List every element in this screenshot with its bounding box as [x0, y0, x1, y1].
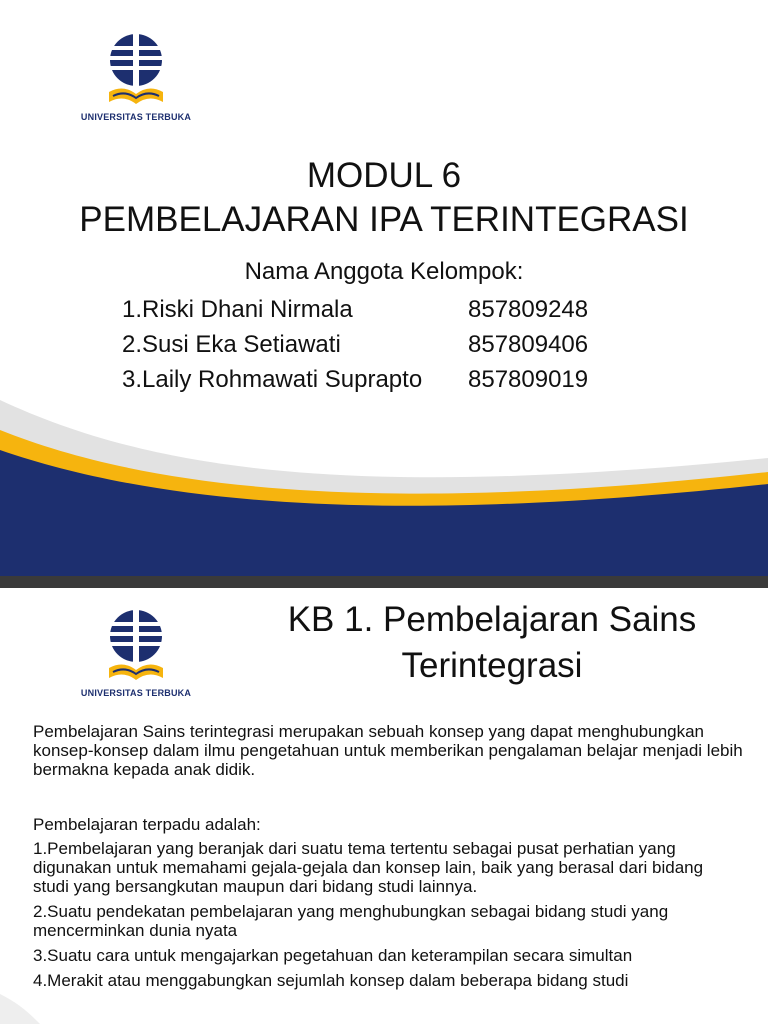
logo-text: UNIVERSITAS TERBUKA	[80, 112, 192, 122]
member-name: 3.Laily Rohmawati Suprapto	[122, 366, 423, 393]
member-row	[122, 327, 642, 362]
member-id: 857809248	[468, 296, 589, 323]
universitas-terbuka-logo	[76, 606, 196, 698]
list-heading: Pembelajaran terpadu adalah:	[33, 815, 261, 834]
member-id: 857809019	[468, 366, 589, 393]
list-item: 2.Suatu pendekatan pembelajaran yang menghubungkan sebagai bidang studi yang mencerminkan dunia nyata	[33, 902, 669, 940]
member-row	[122, 292, 642, 327]
member-name: 2.Susi Eka Setiawati	[122, 331, 341, 358]
logo-emblem-icon	[101, 30, 171, 110]
list-item: 1.Pembelajaran yang beranjak dari suatu tema tertentu sebagai pusat perhatian yang digunakan untuk memahami gejala-gejala dan konsep lain, baik yang berasal dari bidang studi yang bersangkutan maupun dari bidang studi lainnya.	[33, 839, 704, 896]
members-heading: Nama Anggota Kelompok:	[244, 258, 524, 285]
logo-text: UNIVERSITAS TERBUKA	[80, 688, 192, 698]
intro-text: Pembelajaran Sains terintegrasi merupakan sebuah konsep yang dapat menghubungkan konsep-konsep dalam ilmu pengetahuan untuk memberikan pengalaman belajar menjadi lebih bermakna kepada anak didik.	[33, 722, 743, 779]
intro-paragraph	[33, 722, 743, 779]
title-line-1: MODUL 6	[306, 156, 462, 195]
title	[0, 154, 768, 242]
list-item: 4.Merakit atau menggabungkan sejumlah konsep dalam beberapa bidang studi	[33, 971, 629, 990]
decorative-wave	[0, 380, 768, 576]
universitas-terbuka-logo	[76, 30, 196, 122]
list-item: 3.Suatu cara untuk mengajarkan pegetahuan dan keterampilan secara simultan	[33, 946, 633, 965]
member-id: 857809406	[468, 331, 589, 358]
logo-emblem-icon	[101, 606, 171, 686]
section-title-line-2: Terintegrasi	[401, 646, 583, 685]
section-title	[232, 597, 752, 689]
member-name: 1.Riski Dhani Nirmala	[122, 296, 353, 323]
definition-list	[33, 815, 743, 996]
title-line-2: PEMBELAJARAN IPA TERINTEGRASI	[79, 200, 689, 239]
section-title-line-1: KB 1. Pembelajaran Sains	[287, 600, 697, 639]
